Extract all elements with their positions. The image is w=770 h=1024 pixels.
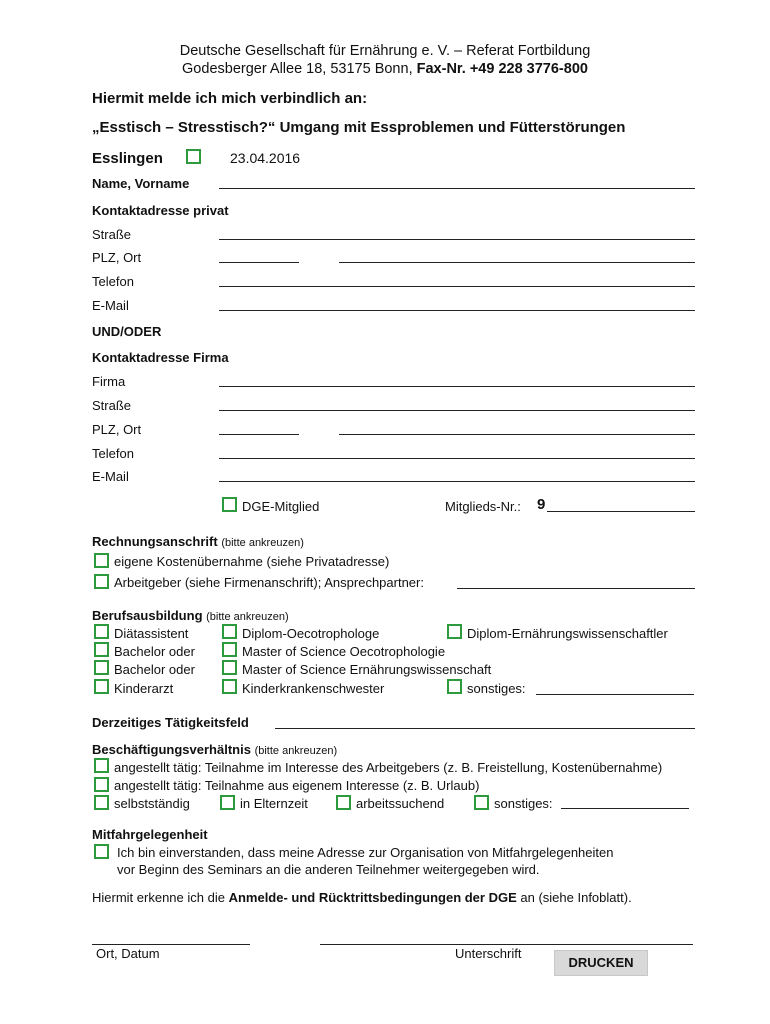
carpool-heading: Mitfahrgelegenheit xyxy=(92,827,208,842)
company-email-label: E-Mail xyxy=(92,469,129,484)
private-city-field[interactable] xyxy=(339,262,695,263)
place-date-field[interactable] xyxy=(92,944,250,945)
training-nutrition-sci-checkbox[interactable] xyxy=(447,624,462,639)
location-checkbox[interactable] xyxy=(186,149,201,164)
course-title: „Esstisch – Stresstisch?“ Umgang mit Essproblemen und Fütterstörungen xyxy=(92,119,626,136)
private-phone-label: Telefon xyxy=(92,274,134,289)
place-date-label: Ort, Datum xyxy=(96,946,160,961)
training-other-label: sonstiges: xyxy=(467,681,526,696)
employment-own-checkbox[interactable] xyxy=(94,777,109,792)
field-of-work-field[interactable] xyxy=(275,728,695,729)
signature-field[interactable] xyxy=(320,944,693,945)
billing-heading xyxy=(92,534,304,549)
print-button[interactable]: DRUCKEN xyxy=(554,950,648,976)
company-firm-field[interactable] xyxy=(219,386,695,387)
billing-heading-text: Rechnungsanschrift xyxy=(92,534,218,549)
billing-hint: (bitte ankreuzen) xyxy=(221,537,304,549)
company-firm-label: Firma xyxy=(92,374,126,389)
terms-suffix: an (siehe Infoblatt). xyxy=(520,890,632,905)
name-field[interactable] xyxy=(219,188,695,189)
company-phone-field[interactable] xyxy=(219,458,695,459)
training-nurse-checkbox[interactable] xyxy=(222,679,237,694)
training-dietitian-checkbox[interactable] xyxy=(94,624,109,639)
training-other-checkbox[interactable] xyxy=(447,679,462,694)
company-phone-label: Telefon xyxy=(92,446,134,461)
training-dietitian-label: Diätassistent xyxy=(114,626,189,641)
field-of-work-label: Derzeitiges Tätigkeitsfeld xyxy=(92,715,249,730)
employment-seeking-label: arbeitssuchend xyxy=(356,796,445,811)
terms-link-text: Anmelde- und Rücktrittsbedingungen der DGE xyxy=(228,890,517,905)
training-oecotroph-checkbox[interactable] xyxy=(222,624,237,639)
employment-own-label: angestellt tätig: Teilnahme aus eigenem Interesse (z. B. Urlaub) xyxy=(114,778,480,793)
company-zip-city-label: PLZ, Ort xyxy=(92,422,142,437)
employment-other-checkbox[interactable] xyxy=(474,795,489,810)
training-heading-text: Berufsausbildung xyxy=(92,608,203,623)
training-nurse-label: Kinderkrankenschwester xyxy=(242,681,385,696)
name-label: Name, Vorname xyxy=(92,176,190,191)
private-zip-city-label: PLZ, Ort xyxy=(92,250,142,265)
training-master-oeco-checkbox[interactable] xyxy=(222,642,237,657)
training-master-nutr-label: Master of Science Ernährungswissenschaft xyxy=(242,662,492,677)
training-oecotroph-label: Diplom-Oecotrophologe xyxy=(242,626,380,641)
and-or-label: UND/ODER xyxy=(92,324,162,339)
training-nutrition-sci-label: Diplom-Ernährungswissenschaftler xyxy=(467,626,668,641)
member-nr-value: 9 xyxy=(537,496,546,513)
member-nr-label: Mitglieds-Nr.: xyxy=(445,499,521,514)
company-zip-field[interactable] xyxy=(219,434,299,435)
private-email-field[interactable] xyxy=(219,310,695,311)
private-heading: Kontaktadresse privat xyxy=(92,203,229,218)
employment-parental-label: in Elternzeit xyxy=(240,796,308,811)
private-zip-field[interactable] xyxy=(219,262,299,263)
employment-employer-label: angestellt tätig: Teilnahme im Interesse des Arbeitgebers (z. B. Freistellung, Kostenübernahme) xyxy=(114,760,663,775)
training-hint: (bitte ankreuzen) xyxy=(206,611,289,623)
employment-other-label: sonstiges: xyxy=(494,796,553,811)
private-street-field[interactable] xyxy=(219,239,695,240)
training-bachelor2-checkbox[interactable] xyxy=(94,660,109,675)
terms-statement xyxy=(92,890,632,905)
dge-member-label: DGE-Mitglied xyxy=(242,499,320,514)
carpool-line2: vor Beginn des Seminars an die anderen Teilnehmer weitergegeben wird. xyxy=(117,862,540,877)
carpool-checkbox[interactable] xyxy=(94,844,109,859)
company-street-field[interactable] xyxy=(219,410,695,411)
address-line xyxy=(0,61,770,77)
signature-label: Unterschrift xyxy=(455,946,522,961)
training-bachelor2-label: Bachelor oder xyxy=(114,662,195,677)
company-email-field[interactable] xyxy=(219,481,695,482)
employment-parental-checkbox[interactable] xyxy=(220,795,235,810)
terms-prefix: Hiermit erkenne ich die xyxy=(92,890,225,905)
address-text: Godesberger Allee 18, 53175 Bonn, xyxy=(182,61,413,77)
training-other-field[interactable] xyxy=(536,694,694,695)
course-date: 23.04.2016 xyxy=(230,150,301,166)
company-street-label: Straße xyxy=(92,398,132,413)
fax-number: Fax-Nr. +49 228 3776-800 xyxy=(416,61,588,77)
intro-heading: Hiermit melde ich mich verbindlich an: xyxy=(92,90,368,107)
carpool-line1: Ich bin einverstanden, dass meine Adresse zur Organisation von Mitfahrgelegenheiten xyxy=(117,845,614,860)
employment-employer-checkbox[interactable] xyxy=(94,758,109,773)
org-line: Deutsche Gesellschaft für Ernährung e. V. – Referat Fortbildung xyxy=(179,43,591,59)
dge-member-checkbox[interactable] xyxy=(222,497,237,512)
billing-employer-checkbox[interactable] xyxy=(94,574,109,589)
employment-self-checkbox[interactable] xyxy=(94,795,109,810)
training-pediatrician-label: Kinderarzt xyxy=(114,681,174,696)
training-bachelor1-label: Bachelor oder xyxy=(114,644,195,659)
billing-employer-label: Arbeitgeber (siehe Firmenanschrift); Ansprechpartner: xyxy=(114,575,424,590)
employment-seeking-checkbox[interactable] xyxy=(336,795,351,810)
employment-other-field[interactable] xyxy=(561,808,689,809)
billing-own-checkbox[interactable] xyxy=(94,553,109,568)
company-city-field[interactable] xyxy=(339,434,695,435)
training-master-oeco-label: Master of Science Oecotrophologie xyxy=(242,644,446,659)
billing-own-label: eigene Kostenübernahme (siehe Privatadresse) xyxy=(114,554,390,569)
training-heading xyxy=(92,608,289,623)
member-nr-field[interactable] xyxy=(547,511,695,512)
company-heading: Kontaktadresse Firma xyxy=(92,350,229,365)
private-street-label: Straße xyxy=(92,227,132,242)
employment-heading-text: Beschäftigungsverhältnis xyxy=(92,742,251,757)
employment-heading xyxy=(92,742,337,757)
training-bachelor1-checkbox[interactable] xyxy=(94,642,109,657)
employment-self-label: selbstständig xyxy=(114,796,190,811)
contact-person-field[interactable] xyxy=(457,588,695,589)
training-pediatrician-checkbox[interactable] xyxy=(94,679,109,694)
private-email-label: E-Mail xyxy=(92,298,129,313)
employment-hint: (bitte ankreuzen) xyxy=(254,745,338,757)
training-master-nutr-checkbox[interactable] xyxy=(222,660,237,675)
location-city: Esslingen xyxy=(92,150,163,167)
private-phone-field[interactable] xyxy=(219,286,695,287)
